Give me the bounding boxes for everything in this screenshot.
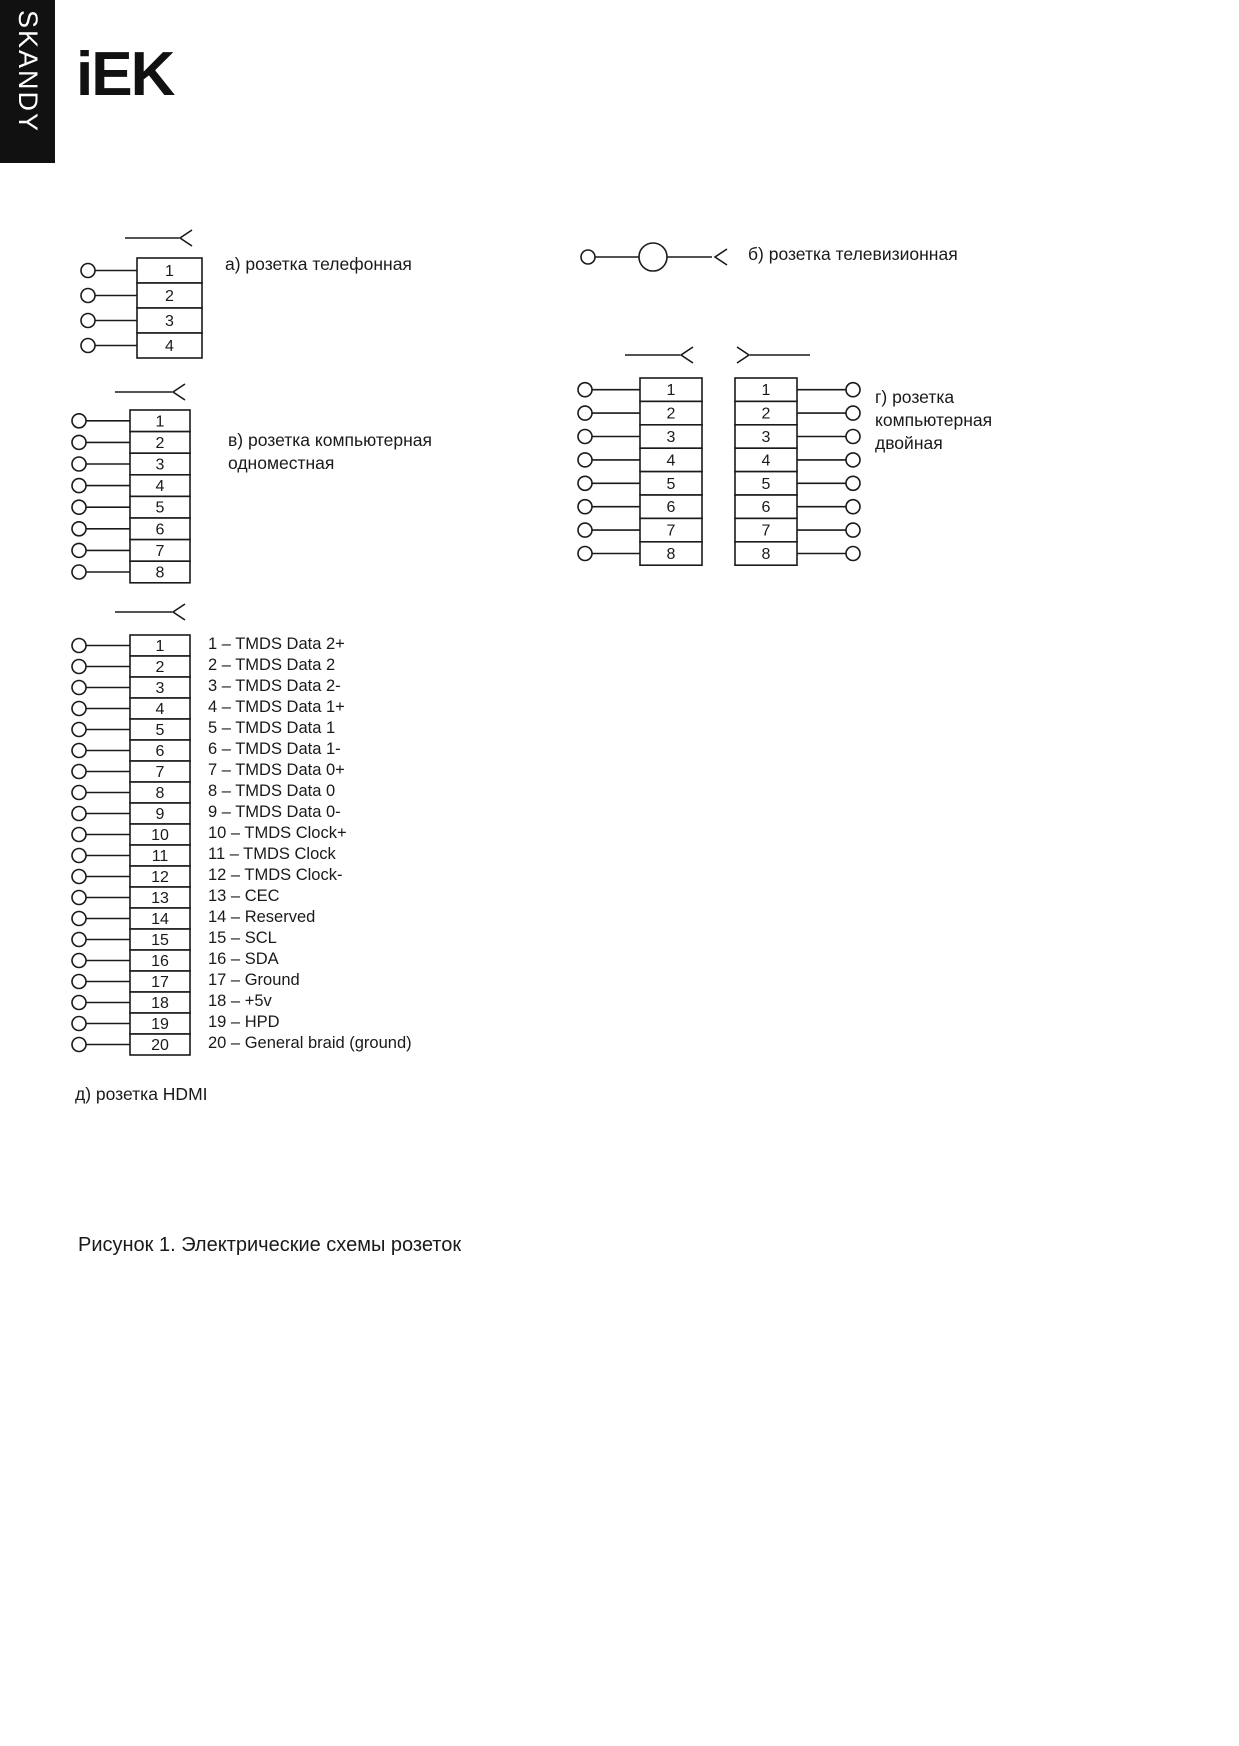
pin-number: 7 xyxy=(666,522,676,540)
terminal-circle xyxy=(72,870,86,884)
socket-symbol-bracket xyxy=(715,249,727,265)
terminal-circle xyxy=(581,250,595,264)
pin-number: 5 xyxy=(155,499,165,517)
terminal-circle xyxy=(72,500,86,514)
text-line: 9 – TMDS Data 0- xyxy=(208,803,341,821)
terminal-circle xyxy=(72,660,86,674)
pin-number: 1 xyxy=(761,382,771,400)
diagram-v-label xyxy=(228,429,432,475)
diagram-g-label xyxy=(875,386,992,455)
text-line: 16 – SDA xyxy=(208,950,279,968)
text-line: 4 – TMDS Data 1+ xyxy=(208,698,345,716)
terminal-circle xyxy=(846,500,860,514)
text-line: 13 – CEC xyxy=(208,887,280,905)
pin-number: 2 xyxy=(155,434,165,452)
terminal-circle xyxy=(72,828,86,842)
text-line: двойная xyxy=(875,433,943,453)
tv-socket-schematic xyxy=(575,235,740,280)
pin-number: 4 xyxy=(761,452,771,470)
pin-number: 8 xyxy=(666,546,676,563)
pin-number: 17 xyxy=(151,974,169,991)
text-line: 6 – TMDS Data 1- xyxy=(208,740,341,758)
pin-number: 6 xyxy=(155,743,165,760)
terminal-circle xyxy=(72,1017,86,1031)
terminal-circle xyxy=(72,565,86,579)
text-line: компьютерная xyxy=(875,410,993,430)
terminal-circle xyxy=(72,479,86,493)
text-line: 10 – TMDS Clock+ xyxy=(208,824,347,842)
terminal-circle xyxy=(72,912,86,926)
computer-socket-single-schematic xyxy=(65,380,225,595)
pin-number: 9 xyxy=(155,806,165,823)
text-line: 11 – TMDS Clock xyxy=(208,845,336,863)
pin-number: 1 xyxy=(155,413,165,431)
terminal-circle xyxy=(81,314,95,328)
text-line: одноместная xyxy=(228,453,335,473)
terminal-circle xyxy=(578,500,592,514)
pin-number: 5 xyxy=(666,475,676,493)
pin-number: 19 xyxy=(151,1016,169,1033)
pin-number: 12 xyxy=(151,869,169,886)
pin-number: 2 xyxy=(666,405,676,423)
pin-number: 18 xyxy=(151,995,169,1012)
figure-caption: Рисунок 1. Электрические схемы розеток xyxy=(78,1234,462,1256)
pin-number: 1 xyxy=(165,263,174,280)
pin-number: 8 xyxy=(155,785,165,802)
pin-number: 4 xyxy=(666,452,676,470)
iek-logo: iEK xyxy=(76,40,174,109)
terminal-circle xyxy=(72,744,86,758)
terminal-circle xyxy=(846,430,860,444)
terminal-circle xyxy=(72,996,86,1010)
pin-number: 3 xyxy=(155,680,165,697)
terminal-circle xyxy=(72,457,86,471)
hdmi-pin-labels xyxy=(208,634,412,1054)
pin-number: 7 xyxy=(761,522,771,540)
terminal-circle xyxy=(578,383,592,397)
pin-number: 1 xyxy=(155,638,165,655)
computer-socket-double-schematic xyxy=(570,345,875,580)
pin-number: 3 xyxy=(761,429,771,446)
terminal-circle xyxy=(846,453,860,467)
pin-number: 3 xyxy=(666,429,676,446)
terminal-circle xyxy=(72,522,86,536)
terminal-circle xyxy=(72,414,86,428)
terminal-circle xyxy=(72,891,86,905)
pin-number: 4 xyxy=(155,701,165,718)
terminal-circle xyxy=(81,339,95,353)
terminal-circle xyxy=(72,1038,86,1052)
text-line: 14 – Reserved xyxy=(208,908,316,926)
text-line: в) розетка компьютерная xyxy=(228,430,432,450)
pin-number: 15 xyxy=(151,932,169,949)
terminal-circle xyxy=(72,702,86,716)
pin-number: 7 xyxy=(155,542,165,560)
terminal-circle xyxy=(578,523,592,537)
terminal-circle xyxy=(578,430,592,444)
terminal-circle xyxy=(578,406,592,420)
pin-number: 2 xyxy=(155,659,165,676)
text-line: 19 – HPD xyxy=(208,1013,280,1031)
hdmi-socket-schematic xyxy=(65,600,225,1070)
terminal-circle xyxy=(72,681,86,695)
socket-symbol-bracket xyxy=(737,347,749,363)
pin-number: 2 xyxy=(761,405,771,423)
socket-symbol-bracket xyxy=(173,384,185,400)
pin-number: 3 xyxy=(165,313,174,330)
terminal-circle xyxy=(81,289,95,303)
pin-number: 5 xyxy=(155,722,165,739)
text-line: г) розетка xyxy=(875,387,955,407)
text-line: 2 – TMDS Data 2 xyxy=(208,656,336,674)
text-line: 18 – +5v xyxy=(208,992,272,1010)
pin-number: 6 xyxy=(155,521,165,539)
terminal-circle xyxy=(81,264,95,278)
terminal-circle xyxy=(72,543,86,557)
pin-number: 11 xyxy=(151,848,169,865)
pin-number: 8 xyxy=(761,546,771,563)
terminal-circle xyxy=(578,476,592,490)
pin-number: 10 xyxy=(151,827,169,844)
terminal-circle xyxy=(72,849,86,863)
terminal-circle xyxy=(72,933,86,947)
text-line: 3 – TMDS Data 2- xyxy=(208,677,341,695)
terminal-circle xyxy=(72,723,86,737)
terminal-circle xyxy=(846,476,860,490)
socket-symbol-bracket xyxy=(173,604,185,620)
diagram-b-label: б) розетка телевизионная xyxy=(748,244,958,264)
diagram-a-label: а) розетка телефонная xyxy=(225,254,412,274)
brand-tab-label: SKANDY xyxy=(13,10,43,134)
terminal-circle xyxy=(846,406,860,420)
coax-socket-circle xyxy=(639,243,667,271)
terminal-circle xyxy=(72,765,86,779)
text-line: 20 – General braid (ground) xyxy=(208,1034,412,1052)
text-line: 7 – TMDS Data 0+ xyxy=(208,761,345,779)
diagram-d-label: д) розетка HDMI xyxy=(75,1084,208,1104)
pin-number: 4 xyxy=(165,338,174,355)
terminal-circle xyxy=(846,523,860,537)
terminal-circle xyxy=(72,639,86,653)
pin-number: 6 xyxy=(761,499,771,517)
telephone-socket-schematic xyxy=(70,228,230,373)
pin-number: 16 xyxy=(151,953,169,970)
terminal-circle xyxy=(72,807,86,821)
pin-number: 4 xyxy=(155,478,165,496)
terminal-circle xyxy=(846,547,860,561)
terminal-circle xyxy=(846,383,860,397)
text-line: 17 – Ground xyxy=(208,971,300,989)
terminal-circle xyxy=(72,975,86,989)
pin-number: 3 xyxy=(155,456,165,474)
text-line: 15 – SCL xyxy=(208,929,277,947)
pin-number: 6 xyxy=(666,499,676,517)
text-line: 1 – TMDS Data 2+ xyxy=(208,635,345,653)
terminal-circle xyxy=(72,954,86,968)
terminal-circle xyxy=(578,453,592,467)
brand-tab xyxy=(0,0,55,163)
pin-number: 8 xyxy=(155,564,165,582)
text-line: 5 – TMDS Data 1 xyxy=(208,719,336,737)
pin-number: 13 xyxy=(151,890,169,907)
pin-number: 1 xyxy=(666,382,676,400)
terminal-circle xyxy=(578,547,592,561)
text-line: 8 – TMDS Data 0 xyxy=(208,782,336,800)
terminal-circle xyxy=(72,435,86,449)
text-line: 12 – TMDS Clock- xyxy=(208,866,343,884)
terminal-circle xyxy=(72,786,86,800)
pin-number: 5 xyxy=(761,475,771,493)
pin-number: 20 xyxy=(151,1037,169,1054)
pin-number: 2 xyxy=(165,288,174,305)
socket-symbol-bracket xyxy=(180,230,192,246)
pin-number: 7 xyxy=(155,764,165,781)
socket-symbol-bracket xyxy=(681,347,693,363)
pin-number: 14 xyxy=(151,911,169,928)
